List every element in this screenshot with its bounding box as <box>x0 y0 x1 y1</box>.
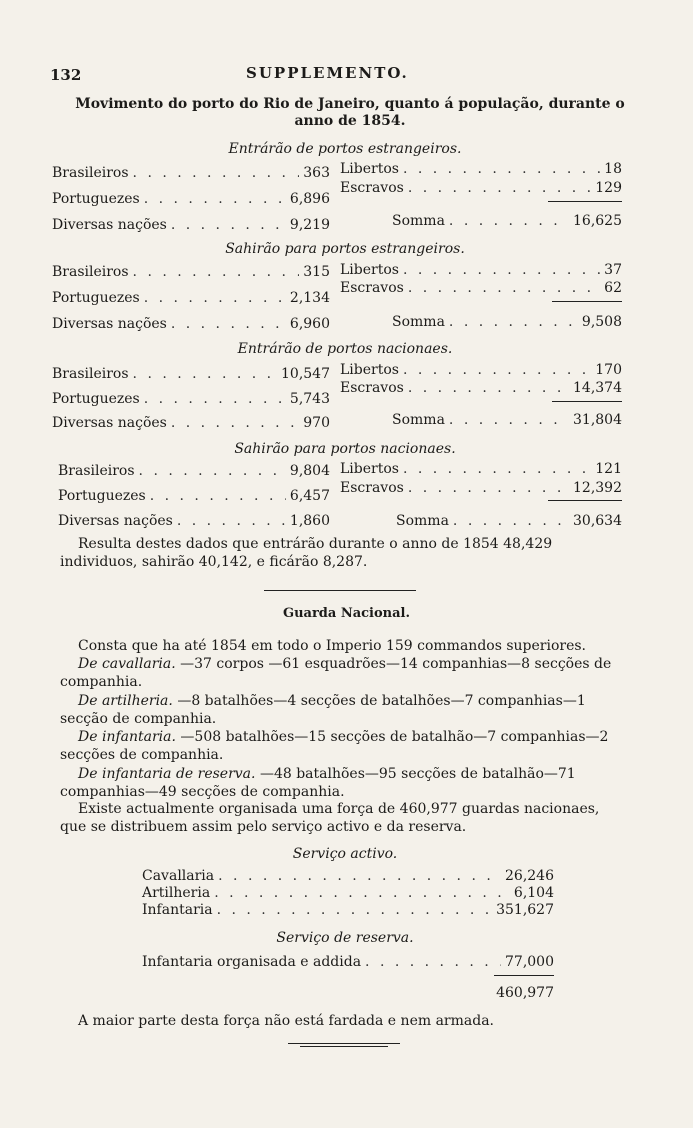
force-paragraph: Existe actualmente organisada uma força de 460,977 guardas nacionaes, que se distribuem assim pelo serviço activo e da reserva. <box>60 801 600 835</box>
table-row: Diversas nações . . . 1,860 <box>58 513 330 529</box>
table-row: Libertos . . . 18 <box>340 161 622 177</box>
sum-rule <box>548 201 622 202</box>
sum-rule <box>552 301 622 302</box>
guarda-item: De artilheria. —8 batalhões—4 secções de batalhões—7 companhias—1 secção de companhia. <box>60 693 586 727</box>
grand-total: 460,977 <box>496 985 554 1001</box>
section-divider <box>264 590 416 591</box>
table-row: Diversas nações . . . 6,960 <box>52 316 330 332</box>
table-row: Diversas nações . . . 970 <box>52 415 330 431</box>
sum-rule <box>548 500 622 501</box>
table-row: Escravos . . . 62 <box>340 280 622 296</box>
guarda-item: De infantaria. —508 batalhões—15 secções de batalhão—7 companhias—2 secções de companhia. <box>60 729 609 763</box>
table-row: Portuguezes . . . 5,743 <box>52 391 330 407</box>
section-title: Entrárão de portos nacionaes. <box>237 341 453 357</box>
section-title: Sahirão para portos estrangeiros. <box>225 241 465 257</box>
table-row: Portuguezes . . . 2,134 <box>52 290 330 306</box>
table-row: Artilheria . . . 6,104 <box>142 885 554 901</box>
sum-rule <box>494 975 554 976</box>
total-row: Somma . . . 30,634 <box>396 513 622 529</box>
table-row: Infantaria organisada e addida . . . 77,000 <box>142 954 554 970</box>
closing-paragraph: A maior parte desta força não está fardada e nem armada. <box>78 1013 494 1029</box>
section-title: Sahirão para portos nacionaes. <box>234 441 456 457</box>
guarda-intro: Consta que ha até 1854 em todo o Imperio 159 commandos superiores. <box>78 638 587 654</box>
table-row: Libertos . . . 121 <box>340 461 622 477</box>
guarda-title: Guarda Nacional. <box>282 606 411 621</box>
total-row: Somma . . . 9,508 <box>392 314 622 330</box>
reserve-title: Serviço de reserva. <box>276 930 414 946</box>
table-row: Libertos . . . 170 <box>340 362 622 378</box>
table-row: Portuguezes . . . 6,896 <box>52 191 330 207</box>
active-title: Serviço activo. <box>292 846 398 862</box>
table-row: Diversas nações . . . 9,219 <box>52 217 330 233</box>
total-row: Somma . . . 16,625 <box>392 213 622 229</box>
table-row: Escravos . . . 129 <box>340 180 622 196</box>
end-rule <box>300 1046 388 1047</box>
sum-rule <box>552 401 622 402</box>
total-row: Somma . . . 31,804 <box>392 412 622 428</box>
guarda-item: De infantaria de reserva. —48 batalhões—95 secções de batalhão—71 companhias—49 secções de companhia. <box>60 766 576 800</box>
table-row: Brasileiros . . . 10,547 <box>52 366 330 382</box>
result-paragraph: Resulta destes dados que entrárão durante o anno de 1854 48,429 individuos, sahirão 40,142, e ficárão 8,287. <box>60 536 553 570</box>
table-row: Infantaria . . . 351,627 <box>142 902 554 918</box>
table-row: Cavallaria . . . 26,246 <box>142 868 554 884</box>
table-row: Libertos . . . 37 <box>340 262 622 278</box>
table-row: Portuguezes . . . 6,457 <box>58 488 330 504</box>
table-row: Brasileiros . . . 9,804 <box>58 463 330 479</box>
table-row: Brasileiros . . . 315 <box>52 264 330 280</box>
main-title: Movimento do porto do Rio de Janeiro, quanto á população, durante o anno de 1854. <box>75 96 625 129</box>
table-row: Escravos . . . 14,374 <box>340 380 622 396</box>
table-row: Escravos . . . 12,392 <box>340 480 622 496</box>
running-title: SUPPLEMENTO. <box>246 64 409 82</box>
section-title: Entrárão de portos estrangeiros. <box>228 141 462 157</box>
table-row: Brasileiros . . . 363 <box>52 165 330 181</box>
page-number: 132 <box>50 66 82 84</box>
guarda-item: De cavallaria. —37 corpos —61 esquadrões—14 companhias—8 secções de companhia. <box>60 656 612 690</box>
end-rule <box>288 1043 400 1044</box>
